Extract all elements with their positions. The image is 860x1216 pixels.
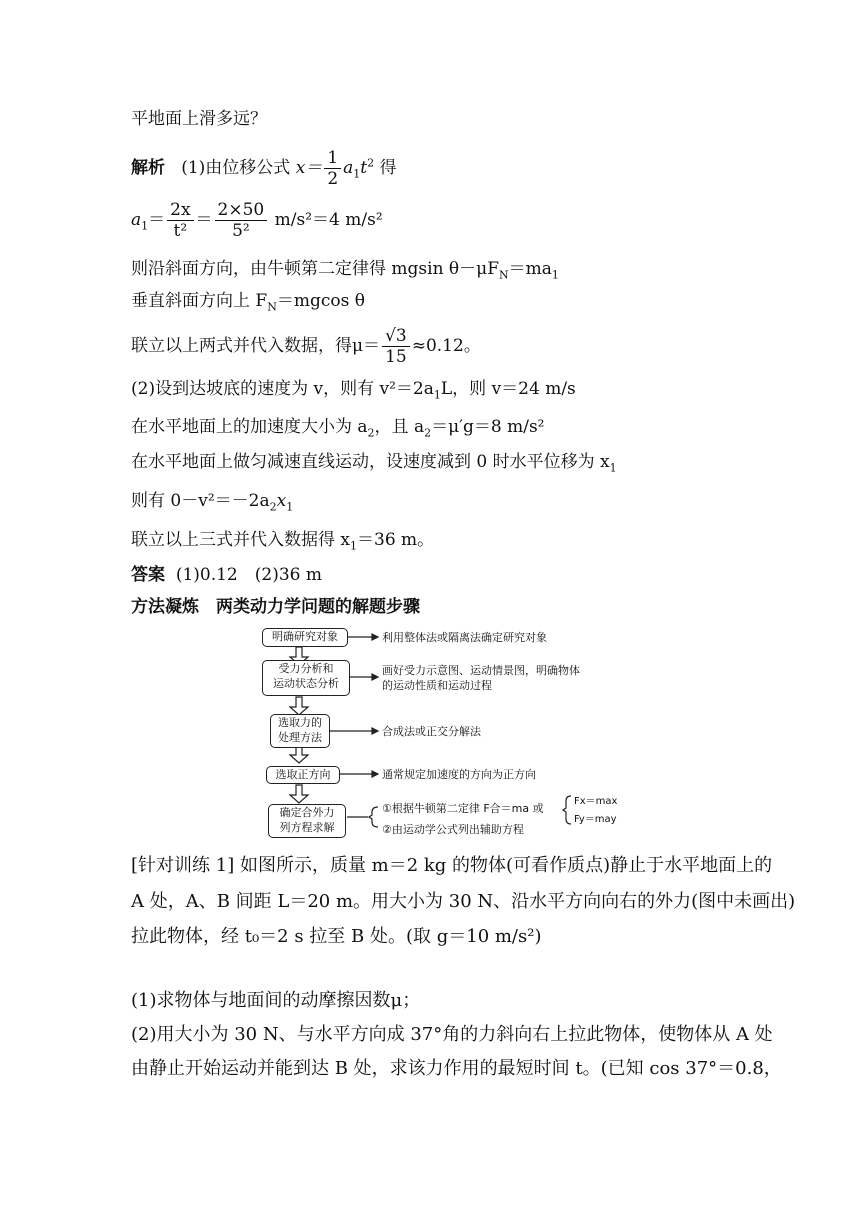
flow-note-5a: ①根据牛顿第二定律 F合＝ma 或 [382, 802, 544, 815]
flow-note-1: 利用整体法或隔离法确定研究对象 [382, 631, 547, 644]
question-2-line-2: 由静止开始运动并能到达 B 处，求该力作用的最短时间 t。(已知 cos 37°＝0.8， [131, 1058, 782, 1079]
question-2-line-1: (2)用大小为 30 N、与水平方向成 37°角的力斜向右上拉此物体，使物体从 A 处 [131, 1024, 773, 1045]
step1-end: 得 [379, 158, 397, 178]
a1-unit: m/s²＝4 m/s² [274, 210, 383, 230]
flow-note-5b: ②由运动学公式列出辅助方程 [382, 823, 524, 836]
method-title: 方法凝炼 两类动力学问题的解题步骤 [131, 597, 420, 617]
step2-line: (2)设到达坡底的速度为 v，则有 $v^2=2a_1L$，则 v＝24 m/s [131, 379, 576, 402]
question-tail: 平地面上滑多远？ [131, 109, 267, 129]
training-line-3: 拉此物体，经 t₀＝2 s 拉至 B 处。(取 g＝10 m/s²) [131, 926, 542, 947]
flow-box-5: 确定合外力 列方程求解 [268, 804, 346, 838]
a1-equation: $a_1=$ $\frac{2x}{\text{t²}}$ ＝ $\frac{2\times 50}{\text{5²}}$ m/s²＝4 m/s² [131, 200, 383, 241]
flow-box-1: 明确研究对象 [262, 628, 348, 647]
flow-fy: Fy＝may [574, 814, 617, 825]
horizontal-acc-line: 在水平地面上的加速度大小为 $a_2$，且 $a_2=\mu'g=8$ m/s² [131, 417, 545, 440]
step1-formula: x＝ [295, 158, 323, 178]
newton-along-line: 则沿斜面方向，由牛顿第二定律得 mgsin $\theta-\mu F_N=ma_1$ [131, 259, 559, 282]
flow-fx: Fx＝max [574, 796, 618, 807]
perpendicular-line: 垂直斜面方向上 $F_N=mgcos$ θ [131, 291, 365, 314]
half-fraction: $\frac{1}{2}$ [324, 148, 341, 189]
deceleration-line: 在水平地面上做匀减速直线运动，设速度减到 0 时水平位移为 $x_1$ [131, 452, 617, 475]
equation-line: 则有 $0-v^2=-2a_2x_1$ [131, 491, 294, 514]
flow-note-4: 通常规定加速度的方向为正方向 [382, 768, 536, 781]
answer-text: (1)0.12 (2)36 m [175, 565, 322, 585]
training-line-2: A 处，A、B 间距 L＝20 m。用大小为 30 N、沿水平方向向右的外力(图中未画出) [131, 891, 796, 912]
combine-mu-line: 联立以上两式并代入数据，得μ＝ $\frac{√3}{15}$ ≈0.12。 [131, 326, 481, 367]
flow-note-2b: 的运动性质和运动过程 [382, 679, 492, 692]
combine-x-line: 联立以上三式并代入数据得 $x_1=36$ m。 [131, 530, 435, 553]
mu-fraction: $\frac{√3}{15}$ [382, 326, 410, 367]
flow-box-3: 选取力的 处理方法 [270, 714, 330, 748]
fraction-2x50: $\frac{2\times 50}{\text{5²}}$ [215, 200, 268, 241]
fraction-2x-t2: $\frac{2x}{\text{t²}}$ [167, 200, 193, 241]
flow-box-4: 选取正方向 [266, 766, 340, 784]
analysis-step1: 解析 (1)由位移公式 x＝ $\frac{1}{2}$ $a_1t^2$ 得 [131, 148, 397, 189]
flow-note-2a: 画好受力示意图、运动情景图，明确物体 [382, 664, 580, 677]
training-line-1: [针对训练 1] 如图所示，质量 m＝2 kg 的物体(可看作质点)静止于水平地面上的 [131, 855, 773, 876]
analysis-label: 解析 [131, 158, 165, 178]
question-1: (1)求物体与地面间的动摩擦因数μ； [131, 990, 421, 1011]
flow-box-2: 受力分析和 运动状态分析 [262, 660, 350, 696]
answer-label: 答案 [131, 565, 165, 585]
flow-note-3: 合成法或正交分解法 [382, 725, 481, 738]
step1-intro: (1)由位移公式 [181, 158, 291, 178]
